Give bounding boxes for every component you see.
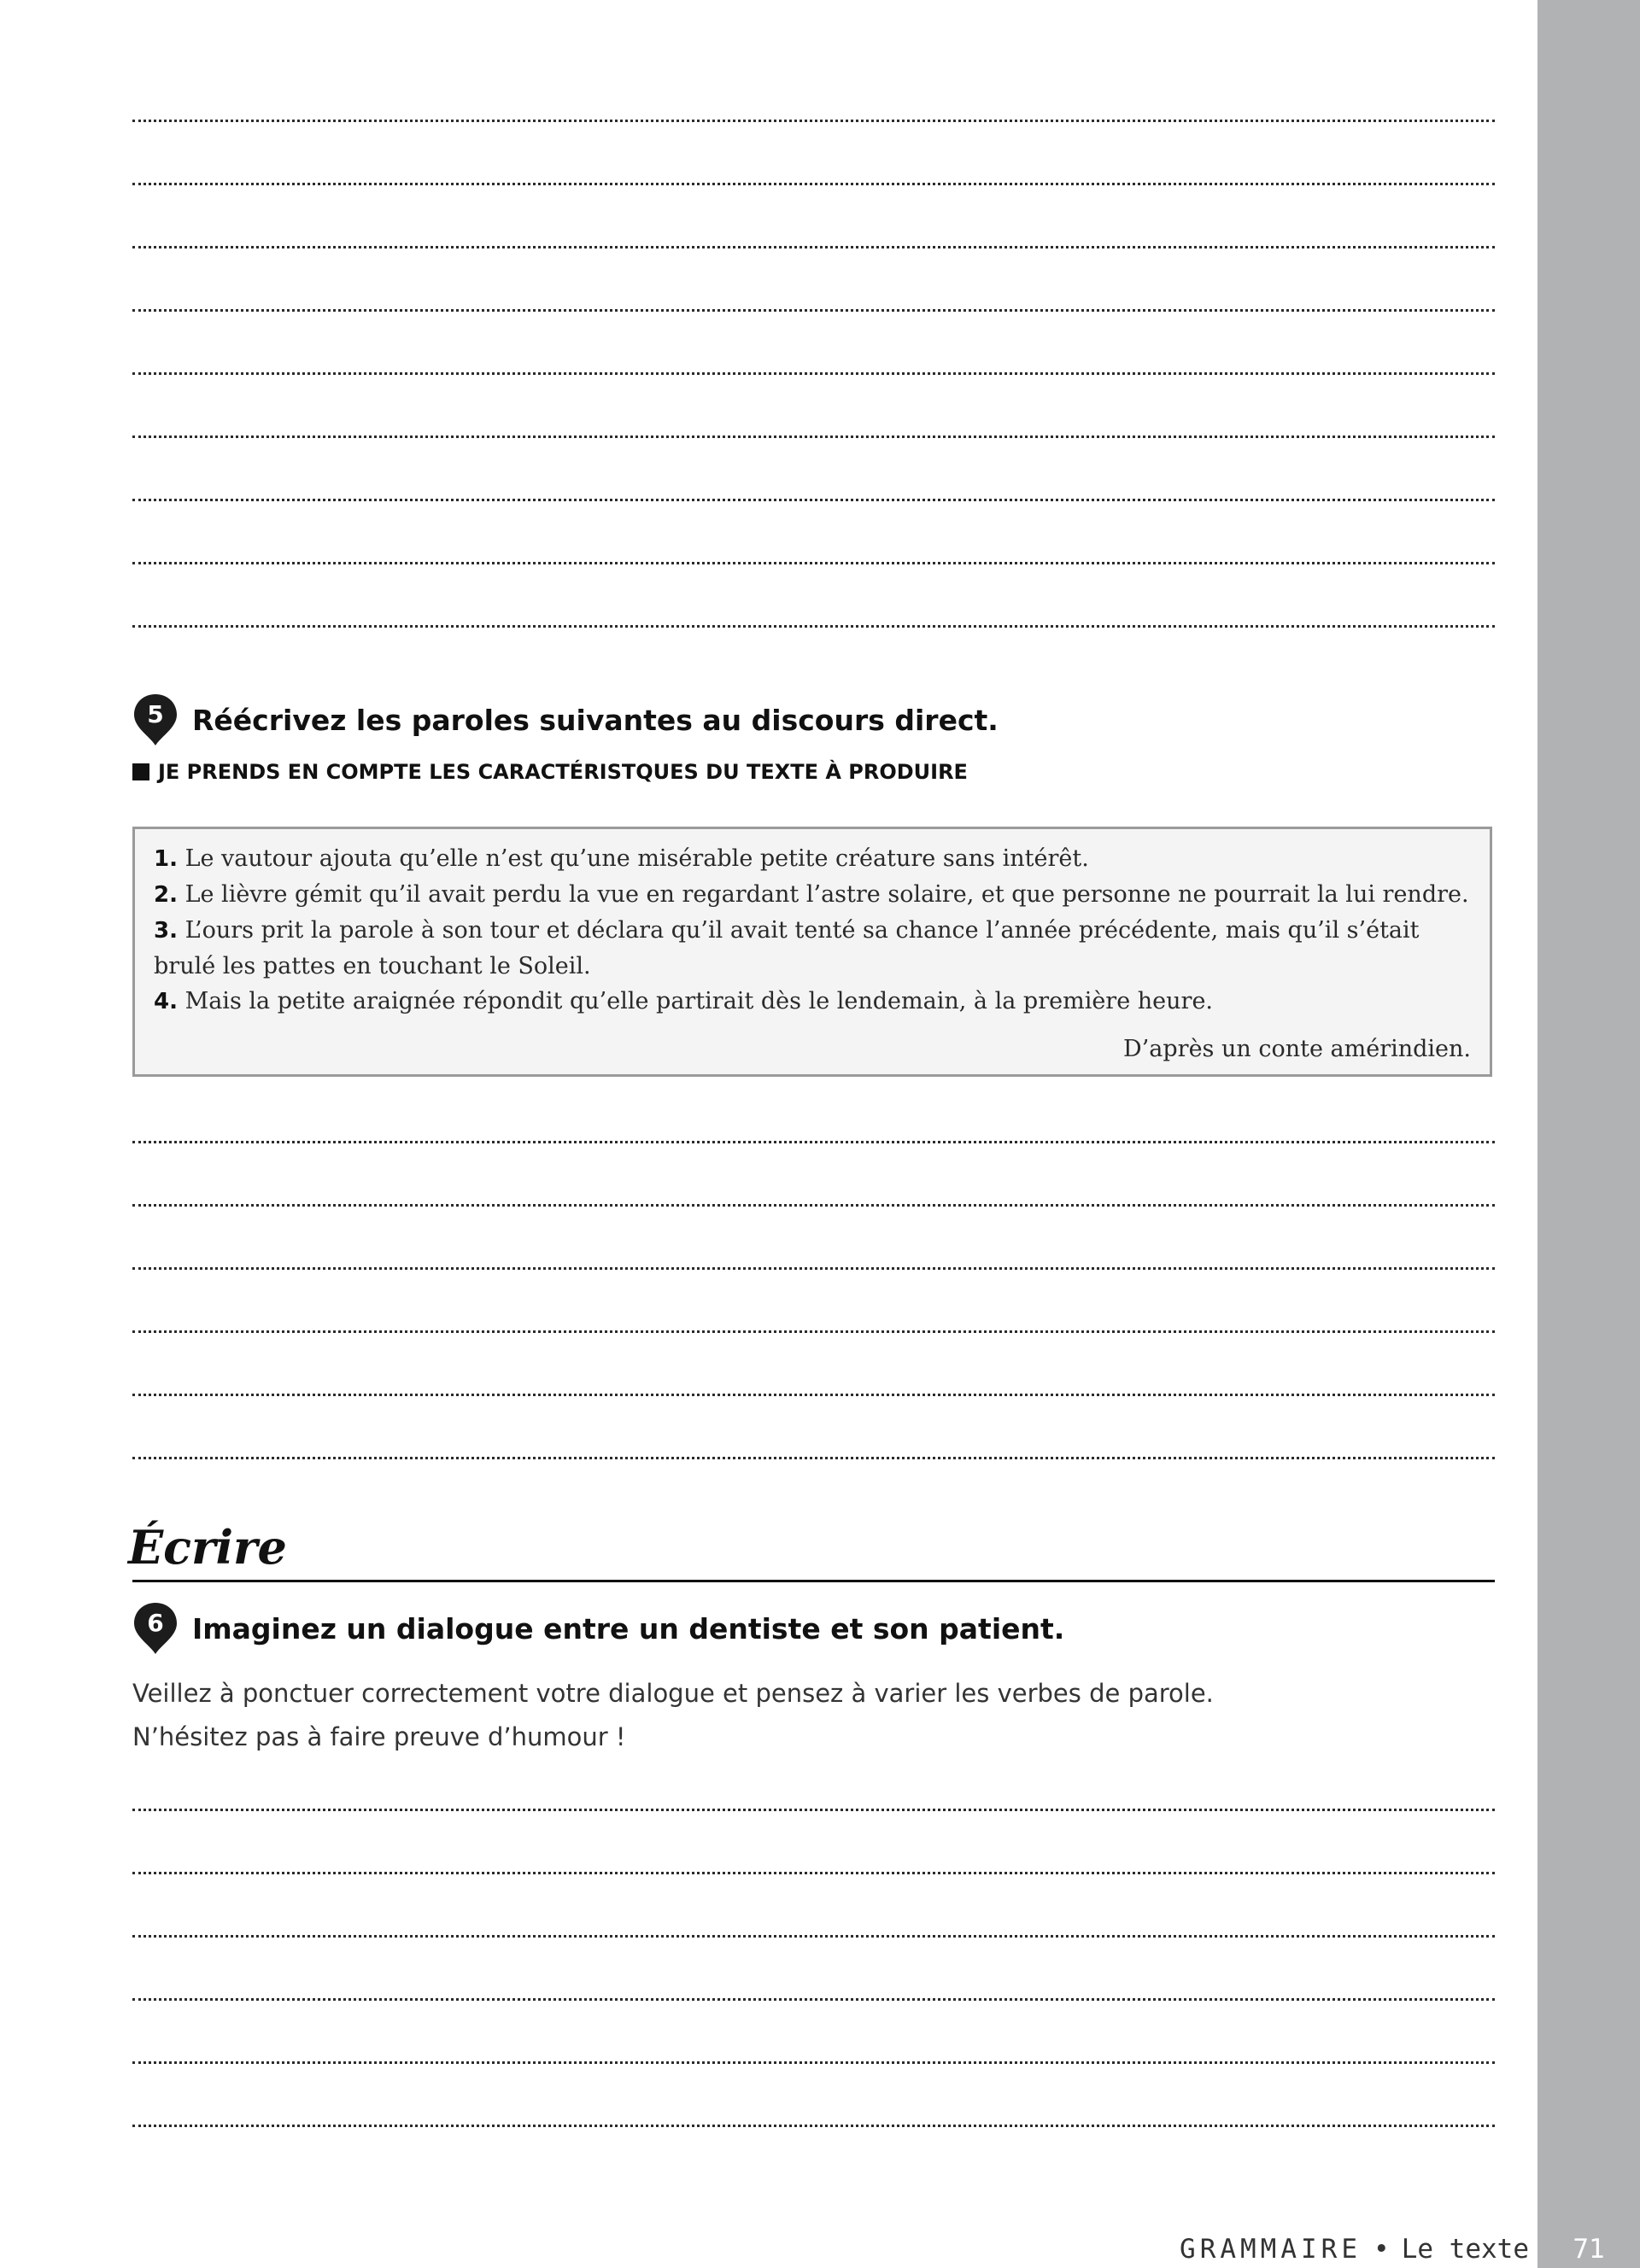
exercise-number: 6: [147, 1609, 164, 1637]
writing-line[interactable]: [132, 435, 1495, 438]
text-item: [154, 841, 1471, 877]
page-number: 71: [1573, 2234, 1605, 2265]
writing-line[interactable]: [132, 2125, 1495, 2127]
writing-line[interactable]: [132, 1935, 1495, 1938]
footer-subject: GRAMMAIRE: [1180, 2234, 1362, 2265]
item-number: 1.: [154, 846, 178, 872]
writing-line[interactable]: [132, 1872, 1495, 1874]
exercise-number-badge: [132, 693, 179, 746]
item-number: 2.: [154, 882, 178, 908]
writing-line[interactable]: [132, 183, 1495, 185]
text-item: [154, 877, 1471, 913]
item-text: Mais la petite araignée répondit qu’elle partirait dès le lendemain, à la première heure.: [184, 988, 1214, 1014]
writing-line[interactable]: [132, 1141, 1495, 1143]
exercise-6-header: [132, 1602, 1064, 1655]
text-source: D’après un conte amérindien.: [1123, 1036, 1471, 1062]
exercise-title: Réécrivez les paroles suivantes au discours direct.: [192, 703, 999, 737]
item-text: L’ours prit la parole à son tour et déclara qu’il avait tenté sa chance l’année précédente, mais qu’il s’était brulé les pattes en touchant le Soleil.: [154, 917, 1420, 979]
writing-line[interactable]: [132, 1330, 1495, 1333]
item-text: Le lièvre gémit qu’il avait perdu la vue en regardant l’astre solaire, et que personne ne pourrait la lui rendre.: [184, 881, 1469, 908]
exercise-5-header: [132, 693, 999, 746]
square-bullet-icon: [132, 763, 149, 780]
item-number: 4.: [154, 989, 178, 1014]
section-title: Écrire: [128, 1520, 287, 1575]
section-rule: [132, 1580, 1495, 1582]
instruction-line: Veillez à ponctuer correctement votre dialogue et pensez à varier les verbes de parole.: [132, 1679, 1214, 1708]
skill-subheading-text: JE PRENDS EN COMPTE LES CARACTÉRISTQUES DU TEXTE À PRODUIRE: [158, 760, 968, 784]
page-footer: [1110, 2234, 1529, 2265]
text-item: [154, 984, 1471, 1020]
exercise-title: Imaginez un dialogue entre un dentiste et son patient.: [192, 1611, 1065, 1645]
writing-line[interactable]: [132, 1457, 1495, 1459]
item-number: 3.: [154, 918, 178, 944]
skill-subheading: [132, 760, 968, 784]
writing-line[interactable]: [132, 372, 1495, 375]
writing-line[interactable]: [132, 1998, 1495, 2001]
writing-line[interactable]: [132, 246, 1495, 248]
side-margin-band: [1538, 0, 1640, 2268]
writing-line[interactable]: [132, 1267, 1495, 1270]
footer-bullet: •: [1374, 2234, 1390, 2265]
item-text: Le vautour ajouta qu’elle n’est qu’une misérable petite créature sans intérêt.: [184, 845, 1089, 872]
writing-line[interactable]: [132, 1204, 1495, 1207]
writing-line[interactable]: [132, 1809, 1495, 1811]
footer-chapter: Le texte: [1401, 2234, 1529, 2265]
source-text-box: [132, 827, 1492, 1077]
writing-line[interactable]: [132, 309, 1495, 312]
writing-line[interactable]: [132, 562, 1495, 564]
exercise-number-badge: [132, 1602, 179, 1655]
writing-line[interactable]: [132, 625, 1495, 628]
writing-line[interactable]: [132, 2061, 1495, 2064]
writing-line[interactable]: [132, 499, 1495, 501]
writing-line[interactable]: [132, 1394, 1495, 1396]
writing-line[interactable]: [132, 120, 1495, 122]
instruction-line: N’hésitez pas à faire preuve d’humour !: [132, 1722, 626, 1751]
text-item: [154, 913, 1471, 984]
exercise-number: 5: [147, 700, 164, 728]
